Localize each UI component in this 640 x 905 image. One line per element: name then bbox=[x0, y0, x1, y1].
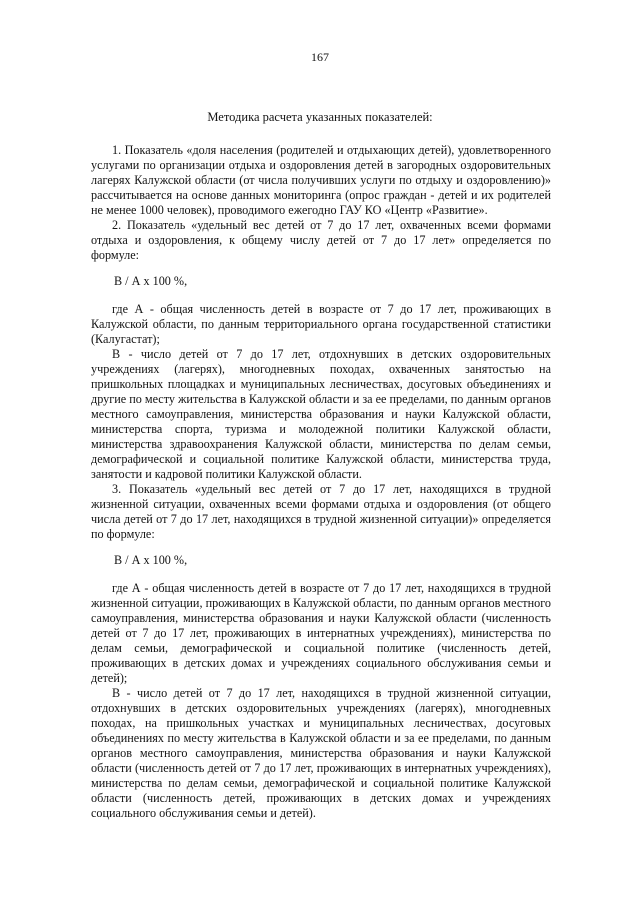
paragraph-definition-b-3: В - число детей от 7 до 17 лет, находящихся в трудной жизненной ситуации, отдохнувших в детских оздоровительных учреждениях (лагерях), многодневных походах, на пришкольных участках и муниципальных лесничествах, досуговых объединениях по месту жительства в Калужской области и за ее пределами, по данным органов местного самоуправления, министерства образования и науки Калужской области (численность детей от 7 до 17 лет, проживающих в интернатных учреждениях), министерства по делам семьи, демографической и социальной политике Калужской области (численность детей, проживающих в детских домах и учреждениях социального обслуживания семьи и детей). bbox=[91, 686, 551, 820]
paragraph-definition-b-2: В - число детей от 7 до 17 лет, отдохнувших в детских оздоровительных учреждениях (лагерях), многодневных походах, охваченных занятостью на пришкольных площадках и муниципальных лесничествах, досуговых объединениях и другие по месту жительства в Калужской области и за ее пределами, по данным органов местного самоуправления, министерства образования и науки Калужской области, министерства спорта, туризма и молодежной политики Калужской области, министерства здравоохранения Калужской области, министерства по делам семьи, демографической и социальной политике Калужской области, министерства труда, занятости и кадровой политики Калужской области. bbox=[91, 347, 552, 481]
body-text bbox=[91, 143, 551, 821]
paragraph-indicator-3: 3. Показатель «удельный вес детей от 7 до 17 лет, находящихся в трудной жизненной ситуации, охваченных всеми формами отдыха и оздоровления (от общего числа детей от 7 до 17 лет, находящихся в трудной жизненной ситуации)» определяется по формуле: bbox=[91, 482, 551, 541]
formula-indicator-3: В / А х 100 %, bbox=[114, 553, 188, 567]
paragraph-indicator-2: 2. Показатель «удельный вес детей от 7 до 17 лет, охваченных всеми формами отдыха и оздоровления, к общему числу детей от 7 до 17 лет» определяется по формуле: bbox=[91, 218, 551, 262]
paragraph-definition-a-3: где А - общая численность детей в возрасте от 7 до 17 лет, находящихся в трудной жизненной ситуации, проживающих в Калужской области, по данным органов местного самоуправления, министерства образования и науки Калужской области (численность детей от 7 до 17 лет, проживающих в интернатных учреждениях), министерства по делам семьи, демографической и социальной политике (численность детей, проживающих в детских домах и учреждениях социального обслуживания семьи и детей); bbox=[91, 581, 551, 685]
page-number: 167 bbox=[311, 50, 329, 64]
paragraph-definition-a-2: где А - общая численность детей в возрасте от 7 до 17 лет, проживающих в Калужской области, по данным территориального органа государственной статистики (Калугастат); bbox=[91, 302, 551, 346]
formula-indicator-2: В / А х 100 %, bbox=[114, 274, 188, 288]
page-title: Методика расчета указанных показателей: bbox=[207, 110, 433, 124]
paragraph-indicator-1: 1. Показатель «доля населения (родителей и отдыхающих детей), удовлетворенного услугами по организации отдыха и оздоровления детей в загородных оздоровительных лагерях Калужской области (от числа получивших услуги по отдыху и оздоровлению)» рассчитывается на основе данных мониторинга (опрос граждан - детей и их родителей не менее 1000 человек), проводимого ежегодно ГАУ КО «Центр «Развитие». bbox=[91, 143, 551, 217]
